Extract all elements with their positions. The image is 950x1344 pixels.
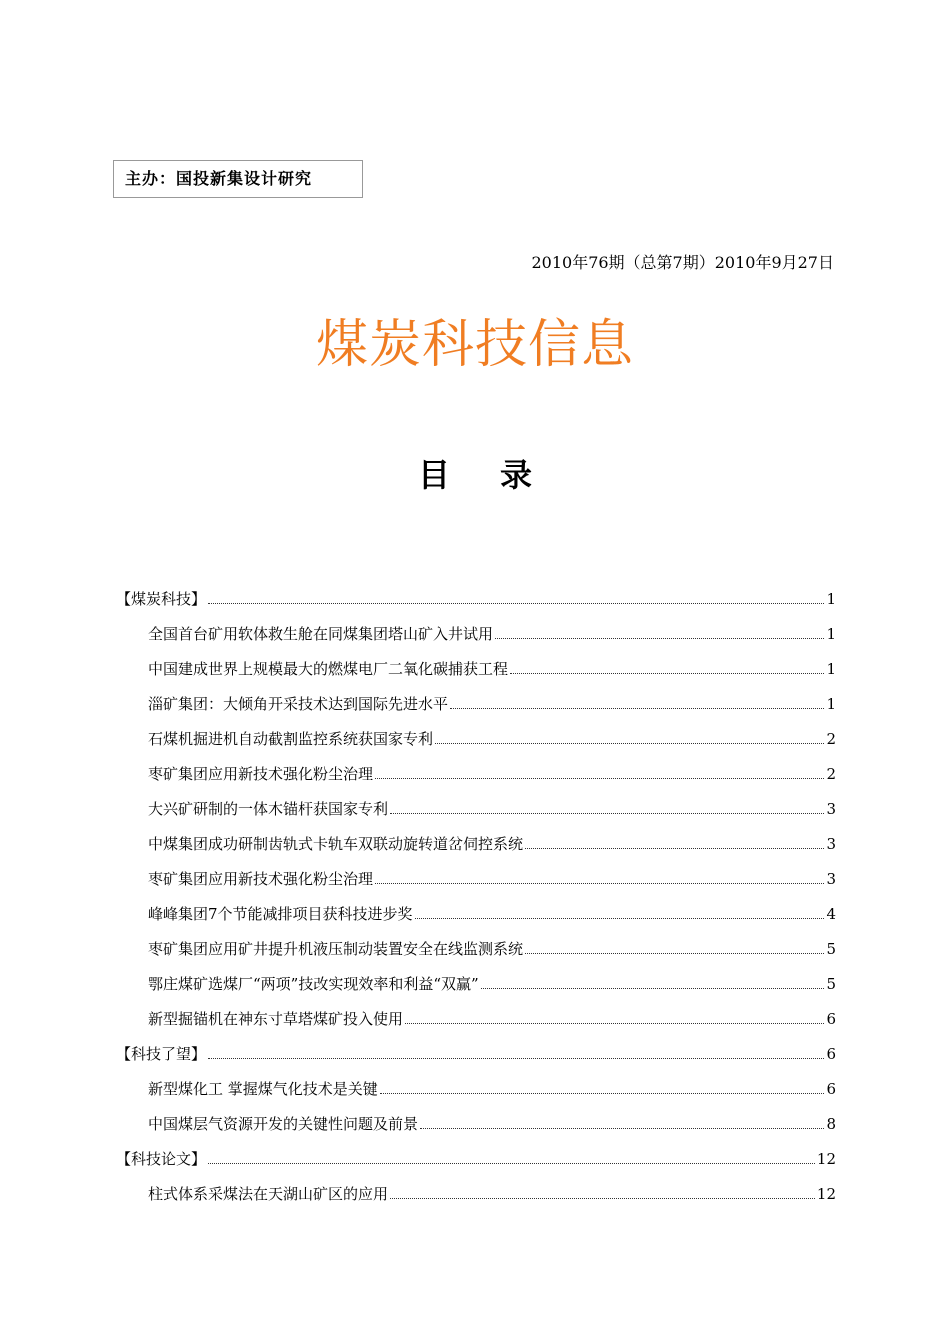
- toc-page-number: 6: [826, 1080, 836, 1098]
- dot-leader: [525, 848, 824, 849]
- issue-info: 2010年76期（总第7期）2010年9月27日: [531, 253, 834, 272]
- toc-heading: [0, 450, 950, 496]
- dot-leader: [375, 883, 824, 884]
- toc-entry-title: 石煤机掘进机自动截割监控系统获国家专利: [148, 730, 434, 748]
- host-organization-box: [113, 160, 363, 198]
- dot-leader: [415, 918, 825, 919]
- dot-leader: [208, 603, 824, 604]
- dot-leader: [208, 1058, 824, 1059]
- dot-leader: [495, 638, 824, 639]
- toc-page-number: 1: [826, 695, 836, 713]
- toc-entry[interactable]: [116, 723, 836, 758]
- host-organization-text: 主办：国投新集设计研究: [125, 169, 313, 188]
- toc-page-number: 2: [826, 730, 836, 748]
- toc-entry-title: 枣矿集团应用新技术强化粉尘治理: [148, 765, 374, 783]
- toc-page-number: 1: [826, 590, 836, 608]
- toc-entry[interactable]: [116, 653, 836, 688]
- toc-entry-title: 全国首台矿用软体救生舱在同煤集团塔山矿入井试用: [148, 625, 494, 643]
- toc-entry[interactable]: [116, 1073, 836, 1108]
- toc-section[interactable]: [116, 583, 836, 618]
- toc-entry[interactable]: [116, 933, 836, 968]
- toc-page-number: 3: [826, 800, 836, 818]
- toc-entry[interactable]: [116, 863, 836, 898]
- toc-entry-title: 【煤炭科技】: [116, 590, 207, 608]
- toc-entry-title: 枣矿集团应用矿井提升机液压制动装置安全在线监测系统: [148, 940, 524, 958]
- toc-page-number: 2: [826, 765, 836, 783]
- dot-leader: [481, 988, 825, 989]
- toc-entry-title: 中国建成世界上规模最大的燃煤电厂二氧化碳捕获工程: [148, 660, 509, 678]
- dot-leader: [525, 953, 824, 954]
- dot-leader: [390, 813, 824, 814]
- toc-entry-title: 中煤集团成功研制齿轨式卡轨车双联动旋转道岔伺控系统: [148, 835, 524, 853]
- toc-page-number: 4: [826, 905, 836, 923]
- toc-entry[interactable]: [116, 618, 836, 653]
- toc-entry-title: 淄矿集团：大倾角开采技术达到国际先进水平: [148, 695, 449, 713]
- dot-leader: [405, 1023, 824, 1024]
- toc-entry[interactable]: [116, 688, 836, 723]
- toc-page-number: 12: [816, 1185, 836, 1203]
- toc-page-number: 1: [826, 625, 836, 643]
- toc-entry-title: 新型掘锚机在神东寸草塔煤矿投入使用: [148, 1010, 404, 1028]
- dot-leader: [380, 1093, 825, 1094]
- toc-page-number: 6: [826, 1045, 836, 1063]
- toc-entry[interactable]: [116, 828, 836, 863]
- toc-entry-title: 柱式体系采煤法在天湖山矿区的应用: [148, 1185, 389, 1203]
- toc-entry-title: 【科技了望】: [116, 1045, 207, 1063]
- dot-leader: [208, 1163, 815, 1164]
- toc-entry[interactable]: [116, 968, 836, 1003]
- toc-heading-char-1: 目: [417, 456, 450, 494]
- toc-heading-char-2: 录: [500, 456, 533, 494]
- dot-leader: [435, 743, 824, 744]
- toc-page-number: 5: [826, 975, 836, 993]
- toc-entry-title: 峰峰集团7个节能减排项目获科技进步奖: [148, 905, 413, 923]
- table-of-contents: [116, 583, 836, 1213]
- toc-entry[interactable]: [116, 758, 836, 793]
- toc-page-number: 8: [826, 1115, 836, 1133]
- toc-entry[interactable]: [116, 1003, 836, 1038]
- toc-entry-title: 中国煤层气资源开发的关键性问题及前景: [148, 1115, 419, 1133]
- toc-page-number: 5: [826, 940, 836, 958]
- toc-page-number: 6: [826, 1010, 836, 1028]
- toc-entry-title: 枣矿集团应用新技术强化粉尘治理: [148, 870, 374, 888]
- toc-entry-title: 鄂庄煤矿选煤厂“两项”技改实现效率和利益“双赢”: [148, 975, 479, 993]
- dot-leader: [450, 708, 824, 709]
- dot-leader: [420, 1128, 824, 1129]
- dot-leader: [390, 1198, 815, 1199]
- toc-entry-title: 新型煤化工 掌握煤气化技术是关键: [148, 1080, 378, 1098]
- toc-section[interactable]: [116, 1143, 836, 1178]
- toc-entry[interactable]: [116, 1108, 836, 1143]
- toc-page-number: 3: [826, 835, 836, 853]
- dot-leader: [375, 778, 824, 779]
- toc-entry[interactable]: [116, 898, 836, 933]
- toc-entry-title: 【科技论文】: [116, 1150, 207, 1168]
- publication-title: 煤炭科技信息: [315, 315, 634, 375]
- toc-page-number: 3: [826, 870, 836, 888]
- toc-page-number: 12: [816, 1150, 836, 1168]
- toc-page-number: 1: [826, 660, 836, 678]
- toc-entry-title: 大兴矿研制的一体木锚杆获国家专利: [148, 800, 389, 818]
- toc-section[interactable]: [116, 1038, 836, 1073]
- dot-leader: [510, 673, 824, 674]
- toc-entry[interactable]: [116, 1178, 836, 1213]
- toc-entry[interactable]: [116, 793, 836, 828]
